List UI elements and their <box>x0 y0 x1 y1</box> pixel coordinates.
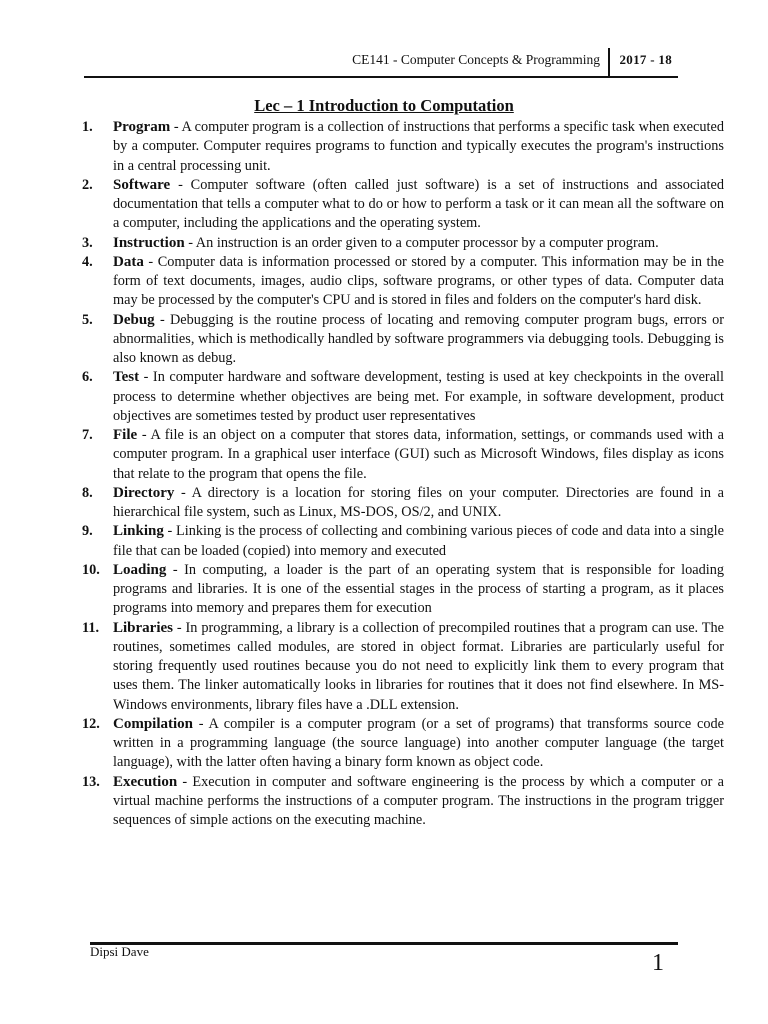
item-number: 2. <box>82 176 93 193</box>
list-item <box>82 118 724 176</box>
term-description: - In computer hardware and software development, testing is used at key checkpoints in the overall process to determine whether objectives are being met. For example, in software development, product objectives are sometimes tested by product user representatives <box>113 369 724 424</box>
item-number: 13. <box>82 773 100 790</box>
term-name: Instruction <box>113 234 185 251</box>
item-body <box>113 773 724 831</box>
course-title: CE141 - Computer Concepts & Programming <box>352 52 600 67</box>
item-body <box>113 253 724 311</box>
list-item <box>82 619 724 715</box>
term-name: Debug <box>113 311 155 328</box>
item-number: 12. <box>82 715 100 732</box>
item-number: 8. <box>82 484 93 501</box>
page-number: 1 <box>652 950 664 976</box>
list-item <box>82 234 724 253</box>
list-item <box>82 311 724 369</box>
header-divider <box>608 48 610 76</box>
list-item <box>82 253 724 311</box>
item-body <box>113 368 724 426</box>
term-description: - Debugging is the routine process of locating and removing computer program bugs, errors or abnormalities, which is methodically handled by software programmers via debugging tools. Debugging is also known as debug. <box>113 311 724 366</box>
term-description: - Linking is the process of collecting and combining various pieces of code and data into a single file that can be loaded (copied) into memory and executed <box>113 523 724 559</box>
term-description: - A computer program is a collection of instructions that performs a specific task when executed by a computer. Computer requires programs to function and typically executes the program's instructions in a central processing unit. <box>113 119 724 174</box>
term-description: - An instruction is an order given to a computer processor by a computer program. <box>184 234 659 251</box>
item-number: 1. <box>82 119 93 135</box>
list-item <box>82 522 724 561</box>
term-description: - Computer software (often called just software) is a set of instructions and associated documentation that tells a computer what to do or how to perform a task or it can mean all the software on a computer, including the applications and the operating system. <box>113 176 724 232</box>
list-item <box>82 561 724 619</box>
term-name: Loading <box>113 561 167 578</box>
term-name: File <box>113 427 138 443</box>
academic-year: 2017 - 18 <box>619 52 672 67</box>
term-description: - Execution in computer and software engineering is the process by which a computer or a virtual machine performs the instructions of a computer program. The instructions in the program trigger sequences of simple actions on the executing machine. <box>113 773 724 828</box>
list-item <box>82 368 724 426</box>
item-body <box>113 311 724 369</box>
item-number: 3. <box>82 234 93 251</box>
term-name: Libraries <box>113 619 173 636</box>
term-description: - A file is an object on a computer that stores data, information, settings, or commands used with a computer program. In a graphical user interface (GUI) such as Microsoft Windows, files display as icons that relate to the program that opens the file. <box>113 427 724 482</box>
lecture-title: Lec – 1 Introduction to Computation <box>254 96 514 115</box>
page-header <box>84 48 678 76</box>
item-body <box>113 484 724 523</box>
term-name: Program <box>113 119 171 135</box>
term-name: Compilation <box>113 715 194 732</box>
term-name: Linking <box>113 523 164 540</box>
item-number: 4. <box>82 253 93 270</box>
term-description: - Computer data is information processed or stored by a computer. This information may be in the form of text documents, images, audio clips, software programs, or other types of data. Computer data may be processed by the computer's CPU and is stored in files and folders on the computer's hard disk. <box>113 253 724 309</box>
list-item <box>82 484 724 523</box>
list-item <box>82 176 724 234</box>
term-name: Test <box>113 369 140 386</box>
term-name: Directory <box>113 484 175 501</box>
item-body <box>113 234 724 253</box>
list-item <box>82 426 724 484</box>
term-description: - In computing, a loader is the part of an operating system that is responsible for loading programs and libraries. It is one of the essential stages in the process of starting a program, as it places programs into memory and prepares them for execution <box>113 561 724 617</box>
item-body <box>113 426 724 484</box>
list-item <box>82 715 724 773</box>
item-number: 9. <box>82 523 93 540</box>
footer-rule <box>90 942 678 945</box>
item-number: 6. <box>82 369 93 386</box>
item-number: 10. <box>82 561 100 578</box>
term-description: - In programming, a library is a collection of precompiled routines that a program can use. The routines, sometimes called modules, are stored in object format. Libraries are particularly useful for storing frequently used routines because you do not need to explicitly link them to every program that uses them. The linker automatically looks in libraries for routines that it does not find elsewhere. In MS-Windows environments, library files have a .DLL extension. <box>113 619 724 713</box>
term-name: Data <box>113 253 144 270</box>
list-item <box>82 773 724 831</box>
item-body <box>113 118 724 176</box>
item-number: 7. <box>82 427 93 443</box>
item-number: 5. <box>82 311 93 328</box>
item-body <box>113 176 724 234</box>
terms-list <box>82 118 724 830</box>
term-description: - A directory is a location for storing files on your computer. Directories are found in a hierarchical file system, such as Linux, MS-DOS, OS/2, and UNIX. <box>113 484 724 520</box>
item-number: 11. <box>82 619 100 636</box>
author-name: Dipsi Dave <box>90 944 149 959</box>
item-body <box>113 715 724 773</box>
term-name: Execution <box>113 773 178 790</box>
item-body <box>113 619 724 715</box>
item-body <box>113 522 724 561</box>
term-description: - A compiler is a computer program (or a set of programs) that transforms source code written in a programming language (the source language) into another computer language (the target language), with the latter often having a binary form known as object code. <box>113 715 724 771</box>
header-rule <box>84 76 678 78</box>
item-body <box>113 561 724 619</box>
term-name: Software <box>113 176 171 193</box>
